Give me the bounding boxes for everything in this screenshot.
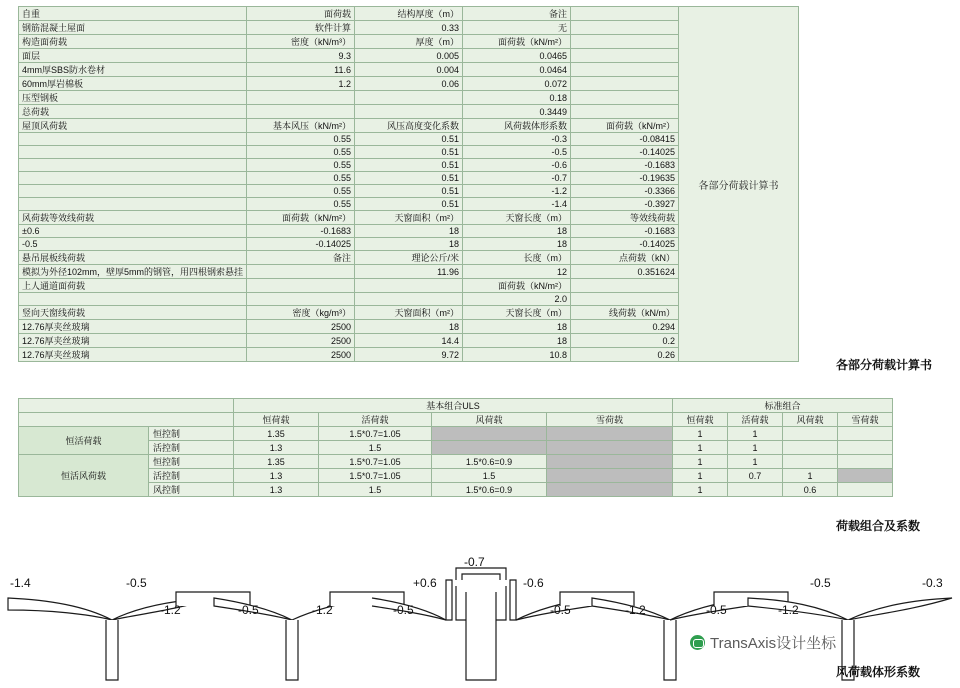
table-cell: 0.55 — [247, 146, 355, 159]
table-cell: 0.55 — [247, 198, 355, 211]
corner-cell — [19, 399, 234, 413]
table-cell: 18 — [463, 334, 571, 348]
shape-coefficient-label: -0.5 — [810, 576, 831, 590]
table-cell: 等效线荷载 — [571, 211, 679, 225]
table-cell: 总荷载 — [19, 105, 247, 119]
table-cell — [247, 265, 355, 279]
coefficient-cell: 1.5*0.6=0.9 — [432, 483, 547, 497]
coefficient-cell: 1 — [673, 483, 728, 497]
table-cell: 面荷载（kN/m²） — [571, 119, 679, 133]
table-cell — [355, 279, 463, 293]
table-cell: 4mm厚SBS防水卷材 — [19, 63, 247, 77]
table-cell: 理论公斤/米 — [355, 251, 463, 265]
table-cell — [19, 185, 247, 198]
table-cell: 备注 — [463, 7, 571, 21]
table-cell — [571, 35, 679, 49]
table-cell: -0.6 — [463, 159, 571, 172]
table-cell: 基本风压（kN/m²） — [247, 119, 355, 133]
table-cell: -0.14025 — [571, 146, 679, 159]
coefficient-cell — [547, 483, 673, 497]
coefficient-cell: 1.5 — [319, 441, 432, 455]
table-cell: 2.0 — [463, 293, 571, 306]
caption-load-calculation: 各部分荷载计算书 — [836, 358, 933, 372]
table-cell: 0.005 — [355, 49, 463, 63]
table-cell: 0.294 — [571, 320, 679, 334]
table-cell: -0.7 — [463, 172, 571, 185]
table-cell: 12.76厚夹丝玻璃 — [19, 334, 247, 348]
table-cell: ±0.6 — [19, 225, 247, 238]
table-cell — [571, 91, 679, 105]
shape-coefficient-label: -1.2 — [625, 603, 646, 617]
column-header: 风荷载 — [432, 413, 547, 427]
table-cell: 9.3 — [247, 49, 355, 63]
table-cell: 自重 — [19, 7, 247, 21]
table-cell: 面层 — [19, 49, 247, 63]
shape-coefficient-label: -0.7 — [464, 555, 485, 569]
watermark — [690, 632, 836, 653]
table-cell: -0.1683 — [571, 225, 679, 238]
column-header: 恒荷载 — [673, 413, 728, 427]
table-cell: 0.51 — [355, 198, 463, 211]
table-cell: 备注 — [247, 251, 355, 265]
coefficient-cell: 1 — [728, 441, 783, 455]
table-cell: -0.08415 — [571, 133, 679, 146]
table-cell: 屋顶风荷载 — [19, 119, 247, 133]
table-cell: -0.3927 — [571, 198, 679, 211]
table-cell: 密度（kN/m³） — [247, 35, 355, 49]
coefficient-cell — [547, 427, 673, 441]
table-cell: 0.351624 — [571, 265, 679, 279]
table-cell: 钢筋混凝土屋面 — [19, 21, 247, 35]
shape-coefficient-label: +0.6 — [413, 576, 437, 590]
coefficient-cell: 1.3 — [234, 441, 319, 455]
coefficient-cell — [783, 441, 838, 455]
column-header: 风荷载 — [783, 413, 838, 427]
coefficient-cell — [432, 441, 547, 455]
table-cell: 0.33 — [355, 21, 463, 35]
coefficient-cell — [838, 455, 893, 469]
table-cell: 竖向天窗线荷载 — [19, 306, 247, 320]
table-cell — [571, 49, 679, 63]
table-cell: 0.51 — [355, 185, 463, 198]
table-cell: 12 — [463, 265, 571, 279]
table-cell: 60mm厚岩棉板 — [19, 77, 247, 91]
table-cell: 0.26 — [571, 348, 679, 362]
table-cell: 天窗面积（m²） — [355, 306, 463, 320]
coefficient-cell — [783, 455, 838, 469]
row-label: 活控制 — [149, 469, 234, 483]
table-cell: -0.14025 — [571, 238, 679, 251]
table-cell — [19, 133, 247, 146]
coefficient-cell: 1.5 — [432, 469, 547, 483]
table-cell: 风荷载等效线荷载 — [19, 211, 247, 225]
table-cell: 面荷载 — [247, 7, 355, 21]
table-cell: -0.14025 — [247, 238, 355, 251]
shape-coefficient-label: -1.2 — [778, 603, 799, 617]
caption-wind-shape-coefficient: 风荷载体形系数 — [836, 665, 921, 679]
table-cell: 密度（kg/m³） — [247, 306, 355, 320]
table-cell: 模拟为外径102mm，壁厚5mm的钢管，用四根钢索悬挂 — [19, 265, 247, 279]
coefficient-cell: 1.3 — [234, 483, 319, 497]
table-cell: 18 — [463, 225, 571, 238]
coefficient-cell — [432, 427, 547, 441]
group-label: 恒活风荷载 — [19, 455, 149, 497]
shape-coefficient-label: -1.2 — [312, 603, 333, 617]
table-cell: 0.55 — [247, 172, 355, 185]
shape-coefficient-label: -1.4 — [10, 576, 31, 590]
table-cell: 0.51 — [355, 172, 463, 185]
table-row — [19, 441, 893, 455]
table-cell — [571, 7, 679, 21]
coefficient-cell: 0.6 — [783, 483, 838, 497]
table-cell: 上人通道面荷载 — [19, 279, 247, 293]
load-combination-table — [18, 398, 893, 497]
table-cell: 9.72 — [355, 348, 463, 362]
table-cell: 2500 — [247, 348, 355, 362]
coefficient-cell — [728, 483, 783, 497]
coefficient-cell: 1.5*0.6=0.9 — [432, 455, 547, 469]
shape-coefficient-label: -0.5 — [393, 603, 414, 617]
table-cell: 0.0465 — [463, 49, 571, 63]
wind-shape-coefficient-diagram — [0, 540, 960, 688]
table-cell: 厚度（m） — [355, 35, 463, 49]
table-cell: 11.6 — [247, 63, 355, 77]
coefficient-cell: 1.5 — [319, 483, 432, 497]
table-cell: 风荷载体形系数 — [463, 119, 571, 133]
table-cell: 压型钢板 — [19, 91, 247, 105]
load-calculation-table-wrap — [18, 6, 799, 362]
table-cell: 天窗面积（m²） — [355, 211, 463, 225]
coefficient-cell: 1 — [728, 455, 783, 469]
coefficient-cell: 0.7 — [728, 469, 783, 483]
coefficient-cell — [547, 455, 673, 469]
table-cell: 2500 — [247, 334, 355, 348]
column-header: 活荷载 — [728, 413, 783, 427]
table-cell: 11.96 — [355, 265, 463, 279]
coefficient-cell: 1 — [673, 469, 728, 483]
column-header: 恒荷载 — [234, 413, 319, 427]
table-cell: 0.06 — [355, 77, 463, 91]
table-cell: 0.51 — [355, 159, 463, 172]
row-label: 风控制 — [149, 483, 234, 497]
row-label: 恒控制 — [149, 427, 234, 441]
row-label: 活控制 — [149, 441, 234, 455]
table-row — [19, 427, 893, 441]
table-cell: 18 — [463, 238, 571, 251]
table-cell — [247, 91, 355, 105]
table-cell: 悬吊展板线荷载 — [19, 251, 247, 265]
table-cell — [571, 105, 679, 119]
shape-coefficient-label: -0.5 — [238, 603, 259, 617]
table-cell — [247, 105, 355, 119]
coefficient-cell: 1.5*0.7=1.05 — [319, 427, 432, 441]
group-label: 恒活荷载 — [19, 427, 149, 455]
shape-coefficient-label: -0.6 — [523, 576, 544, 590]
table-cell: 12.76厚夹丝玻璃 — [19, 320, 247, 334]
coefficient-cell: 1.5*0.7=1.05 — [319, 469, 432, 483]
table-cell — [247, 279, 355, 293]
coefficient-cell — [838, 469, 893, 483]
coefficient-cell — [783, 427, 838, 441]
table-cell: 10.8 — [463, 348, 571, 362]
table-cell — [19, 159, 247, 172]
table-cell — [571, 77, 679, 91]
coefficient-cell — [547, 441, 673, 455]
table-cell: 线荷载（kN/m） — [571, 306, 679, 320]
table-cell — [19, 198, 247, 211]
table-cell: -0.5 — [463, 146, 571, 159]
table-cell — [571, 279, 679, 293]
table-cell: 18 — [355, 225, 463, 238]
coefficient-cell: 1 — [673, 441, 728, 455]
table-cell: -1.4 — [463, 198, 571, 211]
table-cell: -0.19635 — [571, 172, 679, 185]
table-cell: 0.51 — [355, 146, 463, 159]
brand-logo-icon — [690, 635, 705, 650]
shape-coefficient-label: -0.5 — [126, 576, 147, 590]
table-cell: 0.55 — [247, 159, 355, 172]
coefficient-cell: 1.3 — [234, 469, 319, 483]
table-cell: 2500 — [247, 320, 355, 334]
side-band-label: 各部分荷载计算书 — [679, 7, 799, 362]
table-cell: -0.3366 — [571, 185, 679, 198]
table-cell: 0.072 — [463, 77, 571, 91]
table-cell: 0.004 — [355, 63, 463, 77]
load-calculation-table — [18, 6, 799, 362]
table-cell: 风压高度变化系数 — [355, 119, 463, 133]
table-cell — [355, 293, 463, 306]
table-cell: 0.0464 — [463, 63, 571, 77]
row-label: 恒控制 — [149, 455, 234, 469]
table-cell — [19, 172, 247, 185]
coefficient-cell — [838, 441, 893, 455]
table-cell — [19, 293, 247, 306]
table-cell: 天窗长度（m） — [463, 306, 571, 320]
table-cell: -1.2 — [463, 185, 571, 198]
table-cell: -0.3 — [463, 133, 571, 146]
table-cell: 0.55 — [247, 185, 355, 198]
table-cell: 点荷载（kN） — [571, 251, 679, 265]
table-cell — [355, 91, 463, 105]
table-row — [19, 7, 799, 21]
table-cell: 长度（m） — [463, 251, 571, 265]
table-cell: 0.18 — [463, 91, 571, 105]
coefficient-cell: 1.35 — [234, 455, 319, 469]
column-header: 活荷载 — [319, 413, 432, 427]
coefficient-cell: 1.35 — [234, 427, 319, 441]
table-header-row — [19, 413, 893, 427]
table-cell: -0.1683 — [247, 225, 355, 238]
coefficient-cell — [547, 469, 673, 483]
coefficient-cell — [838, 427, 893, 441]
table-cell: 0.55 — [247, 133, 355, 146]
table-cell: 0.2 — [571, 334, 679, 348]
coefficient-cell: 1.5*0.7=1.05 — [319, 455, 432, 469]
table-cell: 无 — [463, 21, 571, 35]
table-cell — [571, 63, 679, 77]
coefficient-cell — [838, 483, 893, 497]
table-cell: 0.51 — [355, 133, 463, 146]
table-header-row — [19, 399, 893, 413]
shape-coefficient-label: -0.3 — [922, 576, 943, 590]
coefficient-cell: 1 — [673, 455, 728, 469]
coefficient-cell: 1 — [728, 427, 783, 441]
table-cell: 18 — [355, 320, 463, 334]
watermark-text: TransAxis设计坐标 — [710, 635, 837, 652]
table-cell: 结构厚度（m） — [355, 7, 463, 21]
table-cell: -0.1683 — [571, 159, 679, 172]
table-cell: 构造面荷载 — [19, 35, 247, 49]
table-cell — [247, 293, 355, 306]
shape-coefficient-label: -1.2 — [160, 603, 181, 617]
table-cell: 面荷载（kN/m²） — [463, 279, 571, 293]
table-cell — [19, 146, 247, 159]
table-cell: 12.76厚夹丝玻璃 — [19, 348, 247, 362]
corner-cell — [19, 413, 234, 427]
table-row — [19, 483, 893, 497]
table-cell: 面荷载（kN/m²） — [247, 211, 355, 225]
column-header: 雪荷载 — [838, 413, 893, 427]
group-header-uls: 基本组合ULS — [234, 399, 673, 413]
group-header-sls: 标准组合 — [673, 399, 893, 413]
table-cell: 1.2 — [247, 77, 355, 91]
table-cell: 18 — [463, 320, 571, 334]
table-cell: 软件计算 — [247, 21, 355, 35]
table-cell: 天窗长度（m） — [463, 211, 571, 225]
table-cell: 0.3449 — [463, 105, 571, 119]
shape-coefficient-label: -0.5 — [706, 603, 727, 617]
table-cell: 面荷载（kN/m²） — [463, 35, 571, 49]
caption-load-combination: 荷载组合及系数 — [836, 519, 921, 533]
table-cell — [571, 21, 679, 35]
table-cell: 18 — [355, 238, 463, 251]
table-cell: 14.4 — [355, 334, 463, 348]
column-header: 雪荷载 — [547, 413, 673, 427]
load-combination-table-wrap — [18, 398, 893, 497]
coefficient-cell: 1 — [673, 427, 728, 441]
table-cell: -0.5 — [19, 238, 247, 251]
table-row — [19, 469, 893, 483]
table-cell — [355, 105, 463, 119]
shape-coefficient-label: -0.5 — [550, 603, 571, 617]
table-row — [19, 455, 893, 469]
coefficient-cell: 1 — [783, 469, 838, 483]
table-cell — [571, 293, 679, 306]
